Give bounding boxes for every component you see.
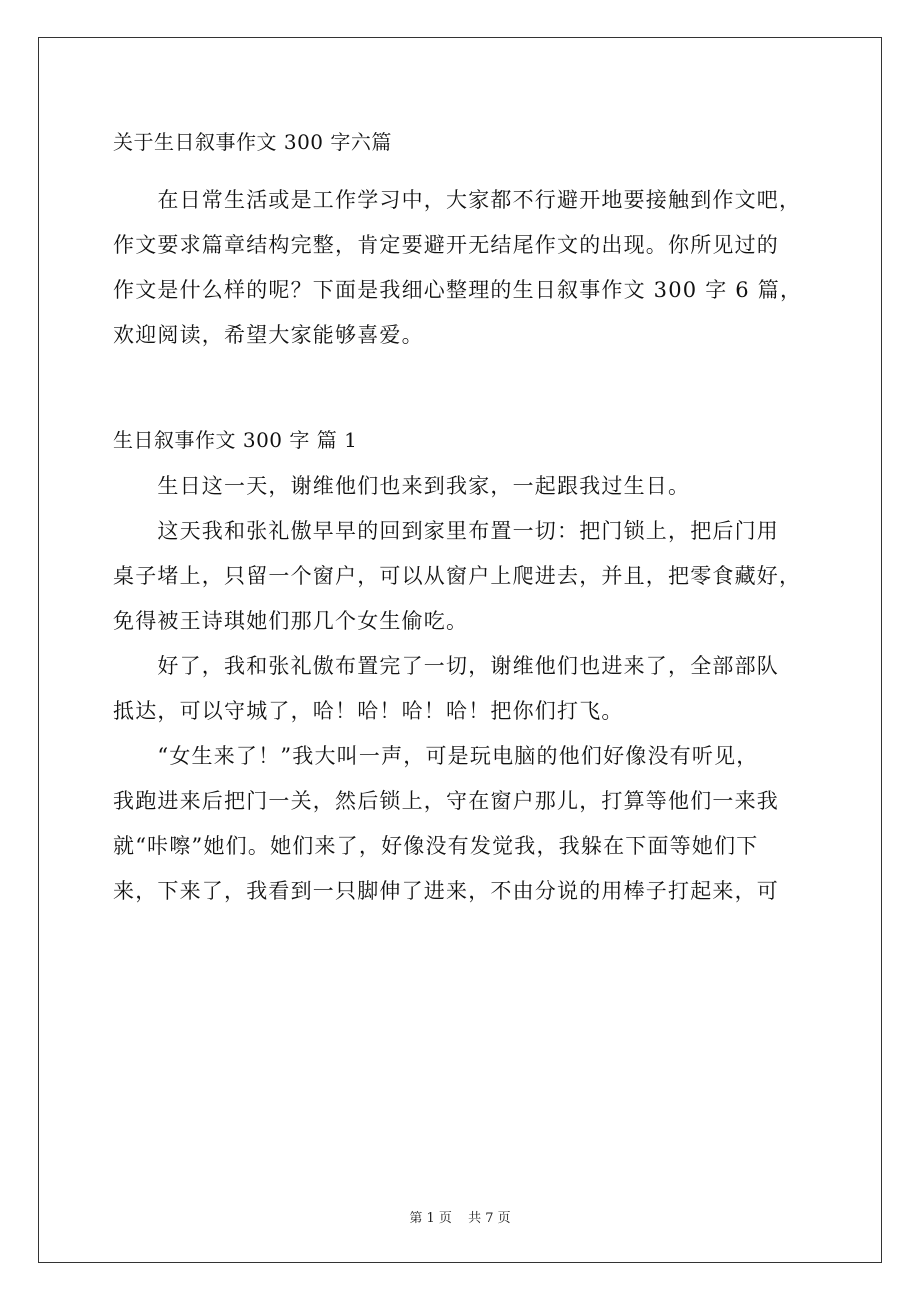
section-line: 免得被王诗琪她们那几个女生偷吃。	[113, 609, 469, 633]
section-line: 好了，我和张礼傲布置完了一切，谢维他们也进来了，全部部队	[113, 654, 779, 678]
section-line: 这天我和张礼傲早早的回到家里布置一切：把门锁上，把后门用	[113, 519, 779, 543]
section-line: 就“咔嚓”她们。她们来了，好像没有发觉我，我躲在下面等她们下	[113, 834, 759, 858]
page-total: 共 7 页	[468, 1211, 511, 1226]
page-footer	[0, 1207, 920, 1226]
section-line: 抵达，可以守城了，哈！哈！哈！哈！把你们打飞。	[113, 699, 624, 723]
intro-line: 在日常生活或是工作学习中，大家都不行避开地要接触到作文吧，	[113, 188, 802, 212]
page-number: 第 1 页	[409, 1211, 452, 1226]
section-line: “女生来了！”我大叫一声，可是玩电脑的他们好像没有听见，	[113, 744, 759, 768]
intro-line: 欢迎阅读，希望大家能够喜爱。	[113, 323, 424, 347]
section-line: 来，下来了，我看到一只脚伸了进来，不由分说的用棒子打起来，可	[113, 879, 779, 903]
section-line: 我跑进来后把门一关，然后锁上，守在窗户那儿，打算等他们一来我	[113, 789, 779, 813]
section-line: 桌子堵上，只留一个窗户，可以从窗户上爬进去，并且，把零食藏好，	[113, 564, 802, 588]
document-body	[113, 122, 813, 914]
document-title: 关于生日叙事作文 300 字六篇	[113, 130, 392, 154]
intro-line: 作文是什么样的呢？下面是我细心整理的生日叙事作文 300 字 6 篇，	[113, 278, 803, 302]
section-line: 生日这一天，谢维他们也来到我家，一起跟我过生日。	[113, 474, 691, 498]
intro-line: 作文要求篇章结构完整，肯定要避开无结尾作文的出现。你所见过的	[113, 233, 779, 257]
section-title: 生日叙事作文 300 字 篇 1	[113, 428, 358, 452]
